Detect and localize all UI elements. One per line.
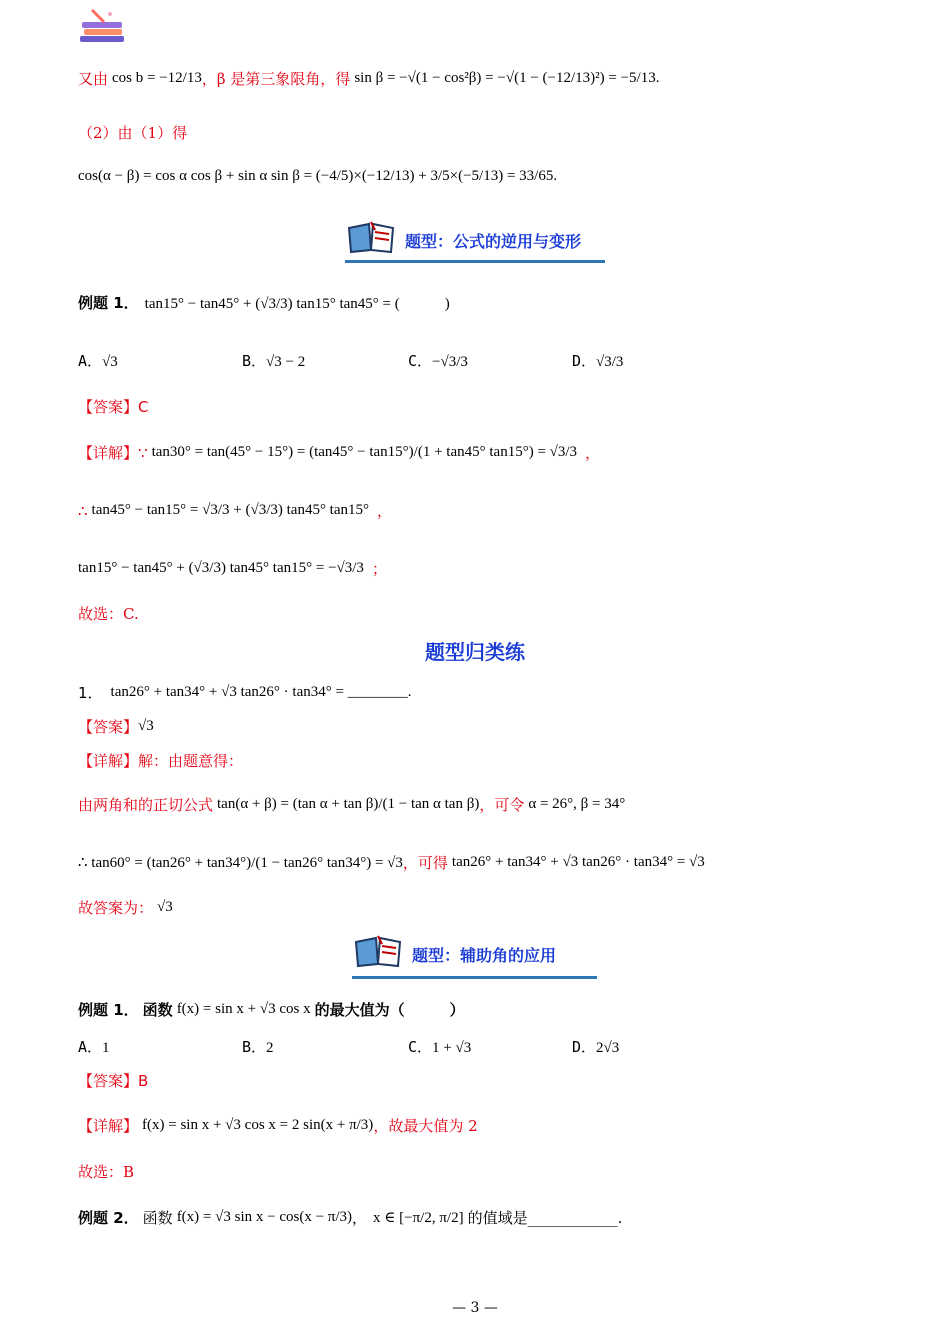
q1-line-a-formula: tan(α + β) = (tan α + tan β)/(1 − tan α tan β) [217,796,480,812]
example-2-answer [78,1070,148,1091]
part-2: （2）由（1）得 [78,124,188,142]
option-c[interactable]: C．−√3/3 [408,352,468,370]
q1-num: 1． [78,684,103,702]
q1-final-value: √3 [157,899,173,915]
answer-label: 【答案】 [78,398,139,416]
example-2-prefix: 函数 [142,1001,173,1019]
ex2-detail-formula: f(x) = sin x + √3 cos x = 2 sin(x + π/3) [142,1117,374,1133]
example-3-prefix: 函数 [142,1209,173,1227]
banner-formula-reverse [345,220,581,260]
q1-line-a-prefix: 由两角和的正切公式 [78,796,214,814]
example-1-detail-1 [78,442,600,463]
top-prefix: 又由 [78,70,109,88]
q1-line-b-formula: ∴ tan60° = (tan26° + tan34°)/(1 − tan26° tan34°) = √3 [78,855,403,871]
example-2-detail [78,1115,478,1136]
example-1-detail-2 [78,500,392,521]
therefore-symbol: ∴ [78,501,88,520]
option-d[interactable]: D．√3/3 [572,352,624,370]
book-stack-icon [78,8,128,50]
ex2-detail-tail: ，故最大值为 2 [373,1117,478,1135]
ex2-answer-label: 【答案】 [78,1072,139,1090]
example-3-func: f(x) = √3 sin x − cos(x − π/3) [176,1209,353,1225]
banner-1-title: 题型：公式的逆用与变形 [405,231,582,251]
example-1-label: 例题 1． [78,294,139,312]
top-mid: ，β 是第三象限角，得 [201,70,351,88]
q1-line-b-end: tan26° + tan34° + √3 tan26° · tan34° = √3 [451,854,705,870]
open-book-icon-2 [352,934,404,974]
example-3-mid: ， [352,1209,368,1227]
option-a[interactable]: A．√3 [78,352,118,370]
example-3-question [78,1207,622,1228]
detail-3-end: ； [371,560,387,578]
q1-answer [78,716,154,737]
banner-2-title: 题型：辅助角的应用 [412,945,557,965]
because-symbol: ∵ [138,443,148,462]
banner-1-rule [345,260,605,263]
ex2-option-a[interactable]: A．1 [78,1038,110,1056]
cos-diff-formula: cos(α − β) = cos α cos β + sin α sin β = (−4/5)×(−12/13) + 3/5×(−5/13) = 33/65. [78,168,558,184]
example-1-answer [78,396,149,417]
detail-1-formula: tan30° = tan(45° − 15°) = (tan45° − tan15°)/(1 + tan45° tan15°) = √3/3 [151,444,578,460]
q1-detail [78,750,243,771]
ex2-detail-label: 【详解】 [78,1117,139,1135]
example-1-detail-3 [78,558,387,579]
example-3-domain: x ∈ [−π/2, π/2] [373,1210,464,1226]
ex2-answer-value: B [138,1071,149,1090]
open-book-icon [345,220,397,260]
q1-final [78,897,173,918]
q1-final-prefix: 故答案为： [78,899,154,917]
example-2-label: 例题 1． [78,1001,139,1019]
detail-label: 【详解】 [78,444,139,462]
q1-answer-value: √3 [138,718,154,734]
example-1-question [78,292,450,313]
q1-formula: tan26° + tan34° + √3 tan26° · tan34° = ________. [110,684,412,700]
q1-line-a-end: α = 26°, β = 34° [528,796,626,812]
banner-auxiliary-angle [352,934,556,974]
example-2-suffix: 的最大值为（ ） [314,1001,465,1019]
q1-question [78,682,411,703]
sin-beta-formula: sin β = −√(1 − cos²β) = −√(1 − (−12/13)²) = −5/13. [354,70,660,86]
section-title: 题型归类练 [425,640,525,664]
detail-2-formula: tan45° − tan15° = √3/3 + (√3/3) tan45° tan15° [91,502,370,518]
top-line-1 [78,68,659,89]
ex2-option-c[interactable]: C．1 + √3 [408,1038,472,1056]
detail-2-end: ， [377,502,393,520]
example-2-choose: 故选：B [78,1163,135,1181]
cos-b-formula: cos b = −12/13 [112,70,202,86]
q1-detail-label: 【详解】 [78,752,139,770]
q1-line-a-mid: ，可令 [479,796,525,814]
page-number: — 3 — [452,1300,498,1316]
example-1-choose: 故选：C. [78,605,139,623]
q1-line-b [78,852,705,873]
example-3-suffix: 的值域是____________. [467,1209,623,1227]
banner-2-rule [352,976,597,979]
example-2-func: f(x) = sin x + √3 cos x [176,1001,311,1017]
detail-1-end: ， [585,444,601,462]
q1-line-b-mid: ，可得 [402,854,448,872]
ex2-option-b[interactable]: B．2 [242,1038,274,1056]
example-3-label: 例题 2． [78,1209,139,1227]
example-1-formula: tan15° − tan45° + (√3/3) tan15° tan45° = ( ) [144,296,450,312]
option-b[interactable]: B．√3 − 2 [242,352,306,370]
q1-line-a [78,794,625,815]
detail-3-formula: tan15° − tan45° + (√3/3) tan45° tan15° = −√3/3 [78,560,364,576]
answer-value: C [138,397,149,416]
q1-answer-label: 【答案】 [78,718,139,736]
example-2-question [78,999,465,1020]
ex2-option-d[interactable]: D．2√3 [572,1038,620,1056]
q1-detail-text: 解：由题意得： [138,752,244,770]
